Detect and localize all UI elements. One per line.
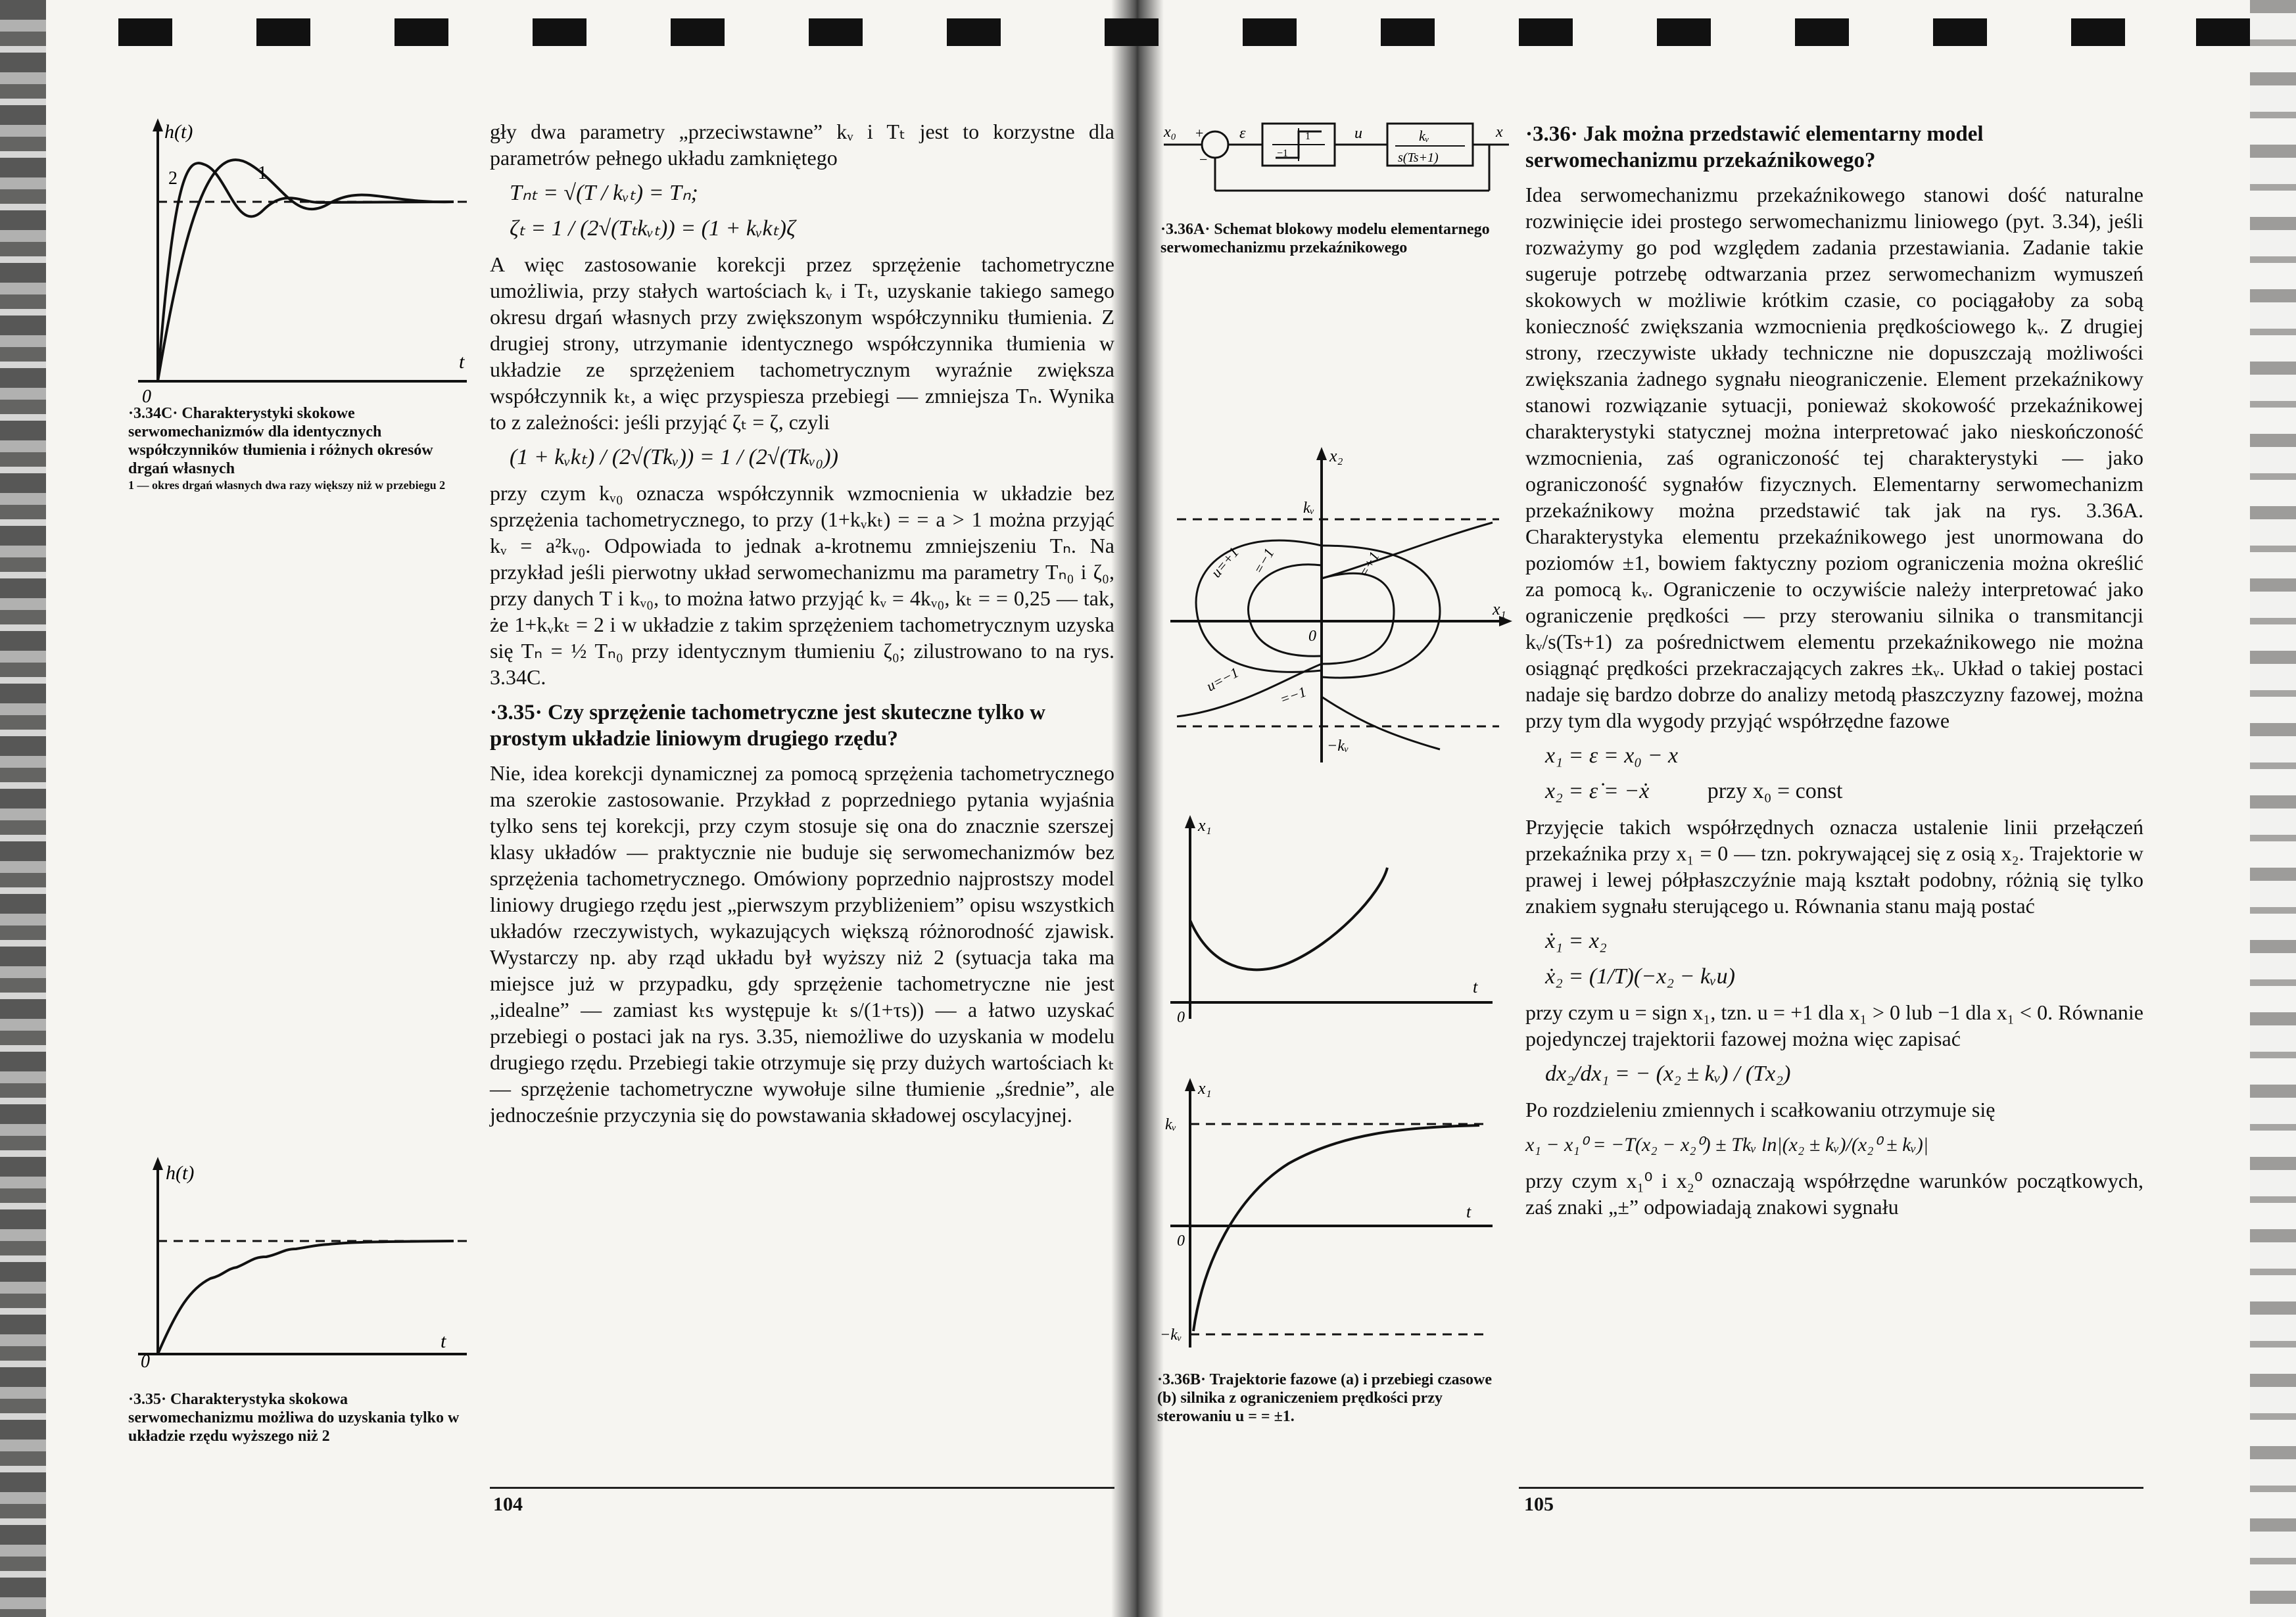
time-plot-2-origin: 0 bbox=[1177, 1232, 1185, 1250]
fig-3-34c-origin: 0 bbox=[142, 387, 151, 407]
phase-plane-y-label: x₂ bbox=[1329, 446, 1343, 465]
fig-3-34c-curve-2: 2 bbox=[168, 168, 178, 189]
fig-3-36a-plus: + bbox=[1195, 125, 1204, 141]
scan-edge-left bbox=[0, 0, 46, 1617]
time-plot-2-kv: kᵥ bbox=[1165, 1116, 1177, 1133]
question-3-36: ·3.36· Jak można przedstawić elementarny model serwomechanizmu przekaźnikowego? bbox=[1525, 122, 1984, 172]
time-plot-1-y-label: x₁ bbox=[1198, 816, 1212, 835]
fig-3-36b-phase-plane bbox=[1157, 447, 1512, 776]
formula-state-1: ẋ₁ = x₂ bbox=[1545, 929, 1607, 953]
left-text-column bbox=[490, 118, 1114, 1135]
formula-trajectory: dx₂/dx₁ = − (x₂ ± kᵥ) / (Tx₂) bbox=[1545, 1062, 1791, 1086]
phase-plane-u-minus: u=−1 bbox=[1203, 664, 1241, 695]
time-plot-1-x-label: t bbox=[1473, 977, 1478, 996]
fig-3-34c-caption: ·3.34C· Charakterystyki skokowe serwomechanizmów dla identycznych współczynników tłumienia i różnych okresów drgań własnych bbox=[128, 405, 433, 477]
book-gutter bbox=[1111, 0, 1164, 1617]
formula-x2-cond: przy x₀ = const bbox=[1707, 779, 1843, 803]
time-plot-1-origin: 0 bbox=[1177, 1009, 1185, 1026]
phase-plane-x-label: x₁ bbox=[1493, 599, 1506, 619]
formula-x1: x₁ = ε = x₀ − x bbox=[1545, 743, 1679, 768]
fig-3-36a-caption: ·3.36A· Schemat blokowy modelu elementarnego serwomechanizmu przekaźnikowego bbox=[1160, 221, 1490, 256]
fig-3-36a-tf-num: kᵥ bbox=[1419, 128, 1429, 144]
left-paragraph-2: przy czym kᵥ₀ oznacza współczynnik wzmocnienia w układzie bez sprzężenia tachometrycznego, to przy (1+kᵥkₜ) = = a > 1 można przyjąć kᵥ = a²kᵥ₀. Odpowiada to jednak a-krotnemu zmniejszeniu Tₙ. Na przykład jeśli pierwotny układ serwomechanizmu ma parametry Tₙ₀ i ζ₀, przy danych T i kᵥ₀, to można łatwo przyjąć kᵥ = 4kᵥ₀, kₜ = = 0,25 — tak, że 1+kᵥkₜ = 2 i w układzie z takim sprzężeniem tachometrycznym uzyska się Tₙ = ½ Tₙ₀ przy identycznym tłumieniu ζ₀; zilustrowano to na rys. 3.34C. bbox=[490, 481, 1114, 689]
time-plot-2-minus-kv: −kᵥ bbox=[1160, 1326, 1182, 1344]
right-paragraph-4: Po rozdzieleniu zmiennych i scałkowaniu otrzymuje się bbox=[1525, 1098, 1996, 1121]
formula-integrated: x₁ − x₁⁰ = −T(x₂ − x₂⁰) ± Tkᵥ ln|(x₂ ± kᵥ)/(x₂⁰ ± kᵥ)| bbox=[1525, 1134, 1929, 1156]
fig-3-34c-ylabel: h(t) bbox=[164, 121, 193, 143]
right-paragraph-1: Idea serwomechanizmu przekaźnikowego stanowi dość naturalne rozwinięcie idei prostego serwomechanizmu liniowego (pyt. 3.34), jeśli rozważymy go pod względem zadania przestawiania. Zadanie takie sugeruje potrzebę odtwarzania przez serwomechanizm wymuszeń skokowych w możliwie krótkim czasie, co pociągałoby za sobą konieczność zwiększania wzmocnienia prędkościowego kᵥ. Z drugiej strony, rzeczywiste układy techniczne nie dopuszczają możliwości zwiększania żadnego sygnału nieograniczenie. Element przekaźnikowy stanowi rozwiązanie sytuacji, ponieważ skokowość przekaźnikowej charakterystyki statycznej można interpretować jako nieskończoność wzmocnienia, zaś ograniczoność tej charakterystyki — jako ograniczoność sygnałów fizycznych. Elementarny serwomechanizm przekaźnikowy można przedstawić tak jak na rys. 3.36A. Charakterystyka elementu przekaźnikowego jest unormowana do poziomów ±1, bowiem faktyczny poziom ograniczenia można określić za pomocą kᵥ. Ograniczenie to oczywiście należy interpretować jako ograniczenie prędkości — przy sterowaniu silnika o transmitancji kᵥ/s(Ts+1) za pośrednictwem elementu przekaźnikowego nie można osiągnąć prędkości przekraczających zakres ±kᵥ. Układ o takiej postaci nadaje się bardzo dobrze do analizy metodą płaszczyzny fazowej, można przy tym dla wygody przyjąć współrzędne fazowe bbox=[1525, 183, 2143, 732]
fig-3-36a-minus: − bbox=[1199, 151, 1208, 168]
left-paragraph-1: A więc zastosowanie korekcji przez sprzężenie tachometryczne umożliwia, przy stałych wartościach kᵥ i Tₜ, uzyskanie takiego samego okresu drgań własnych przy zwiększonym współczynniku tłumienia. Z drugiej strony, utrzymanie identycznego współczynnika tłumienia w układzie ze sprzężeniem tachometrycznym wyraźnie zwiększa współczynnik kₜ, a więc przyspiesza przebiegi — zmniejsza Tₙ. Wynika to z zależności: jeśli przyjąć ζₜ = ζ, czyli bbox=[490, 252, 1114, 434]
scan-edge-right bbox=[2250, 0, 2296, 1617]
fig-3-35-xlabel: t bbox=[441, 1330, 446, 1352]
fig-3-36a-x0: x₀ bbox=[1164, 124, 1176, 141]
left-page-number: 104 bbox=[493, 1493, 523, 1515]
time-plot-2-x-label: t bbox=[1466, 1202, 1471, 1221]
scan-top-marks bbox=[39, 18, 2257, 46]
fig-3-34c bbox=[112, 118, 480, 421]
phase-plane-kv: kᵥ bbox=[1303, 500, 1315, 517]
phase-plane-u-plus: u=+1 bbox=[1207, 544, 1243, 581]
formula-tnt: Tₙₜ = √(T / kᵥₜ) = Tₙ; bbox=[510, 181, 698, 205]
question-3-35: ·3.35· Czy sprzężenie tachometryczne jest skuteczne tylko w prostym układzie liniowym drugiego rzędu? bbox=[490, 701, 1045, 751]
fig-3-35 bbox=[112, 1157, 480, 1374]
fig-3-35-caption: ·3.35· Charakterystyka skokowa serwomechanizmu możliwa do uzyskania tylko w układzie rzędu wyższego niż 2 bbox=[128, 1391, 460, 1445]
phase-plane-origin: 0 bbox=[1308, 628, 1316, 645]
phase-plane-plus1-right: =+1 bbox=[1354, 548, 1383, 580]
fig-3-34c-caption-block bbox=[128, 404, 470, 492]
time-plot-2-y-label: x₁ bbox=[1198, 1079, 1212, 1098]
fig-3-34c-curve-1: 1 bbox=[258, 163, 267, 183]
right-page-number: 105 bbox=[1524, 1493, 1554, 1515]
formula-x2 bbox=[1545, 778, 2143, 805]
formula-x2-eq: x₂ = ε̇ = −ẋ bbox=[1545, 779, 1650, 803]
fig-3-34c-note: 1 — okres drgań własnych dwa razy większy niż w przebiegu 2 bbox=[128, 479, 446, 492]
left-paragraph-3: Nie, idea korekcji dynamicznej za pomocą sprzężenia tachometrycznego ma szerokie zastosowanie. Przykład z poprzedniego pytania wyjaśnia tylko sens tej korekcji, przy czym stosuje się ona do znacznie szerszej klasy układów — praktycznie nie buduje się serwomechanizmów bez sprzężenia tachometrycznego. Omówiony poprzednio najprostszy model liniowy drugiego rzędu jest „pierwszym przybliżeniem” opisu wszystkich układów rzeczywistych, wykazujących większą różnorodność zjawisk. Wystarczy np. aby rząd układu był wyższy niż 2 (sytuacja taka ma miejsce już w przypadku, gdy sprzężenie tachometryczne nie jest „idealne” — zamiast kₜs występuje kₜ s/(1+τs)) — a łatwo uzyskać przebiegi o postaci jak na rys. 3.35, niemożliwe do uzyskania w modelu drugiego rzędu. Przebiegi takie otrzymuje się przy dużych wartościach kₜ — sprzężenie tachometryczne wywołuje silne tłumienie „średnie”, ale jednocześnie przyczynia się do powstawania składowej oscylacyjnej. bbox=[490, 761, 1114, 1127]
fig-3-36a-tf-den: s(Ts+1) bbox=[1398, 151, 1439, 165]
fig-3-36a-x: x bbox=[1496, 124, 1503, 141]
formula-zeta-t: ζₜ = 1 / (2√(Tₜkᵥₜ)) = (1 + kᵥkₜ)ζ bbox=[510, 216, 796, 241]
right-paragraph-2: Przyjęcie takich współrzędnych oznacza ustalenie linii przełączeń przekaźnika przy x₁ = 0 — tzn. pokrywającej się z osią x₂. Trajektorie w prawej i lewej półpłaszczyźnie mają kształt podobny, różnią się tylko znakiem sygnału sterującego u. Równania stanu mają postać bbox=[1525, 815, 2143, 918]
fig-3-36a-relay-bottom: −1 bbox=[1277, 148, 1289, 159]
right-paragraph-3: przy czym u = sign x₁, tzn. u = +1 dla x₁ > 0 lub −1 dla x₁ < 0. Równanie pojedynczej trajektorii fazowej można więc zapisać bbox=[1525, 1000, 2143, 1050]
fig-3-34c-xlabel: t bbox=[459, 351, 465, 373]
left-page-rule bbox=[490, 1487, 1114, 1489]
left-intro: gły dwa parametry „przeciwstawne” kᵥ i Tₜ jest to korzystne dla parametrów pełnego układu zamkniętego bbox=[490, 120, 1114, 170]
phase-plane-minus1-left: =−1 bbox=[1249, 545, 1278, 577]
fig-3-36b-time-plot-2 bbox=[1157, 1078, 1512, 1354]
fig-3-36b-time-plot-1 bbox=[1157, 815, 1512, 1032]
formula-state-2: ẋ₂ = (1/T)(−x₂ − kᵥu) bbox=[1545, 964, 1735, 989]
fig-3-36a-relay-top: 1 bbox=[1305, 131, 1310, 142]
fig-3-36a-eps: ε bbox=[1239, 125, 1246, 142]
formula-equal-damping: (1 + kᵥkₜ) / (2√(Tkᵥ)) = 1 / (2√(Tkᵥ₀)) bbox=[510, 445, 838, 469]
right-page-rule bbox=[1519, 1487, 2143, 1489]
fig-3-36b-caption: ·3.36B· Trajektorie fazowe (a) i przebiegi czasowe (b) silnika z ograniczeniem prędkości przy sterowaniu u = = ±1. bbox=[1157, 1371, 1492, 1425]
right-paragraph-5: przy czym x₁⁰ i x₂⁰ oznaczają współrzędne warunków początkowych, zaś znaki „±” odpowiadają znakowi sygnału bbox=[1525, 1169, 2143, 1219]
fig-3-36a bbox=[1157, 112, 1512, 210]
phase-plane-minus1-bottom: =−1 bbox=[1278, 683, 1308, 708]
phase-plane-minus-kv: −kᵥ bbox=[1327, 738, 1349, 755]
fig-3-35-ylabel: h(t) bbox=[166, 1162, 195, 1184]
right-text-column bbox=[1525, 112, 2143, 1227]
fig-3-36a-u: u bbox=[1354, 125, 1362, 142]
fig-3-35-origin: 0 bbox=[141, 1351, 150, 1372]
